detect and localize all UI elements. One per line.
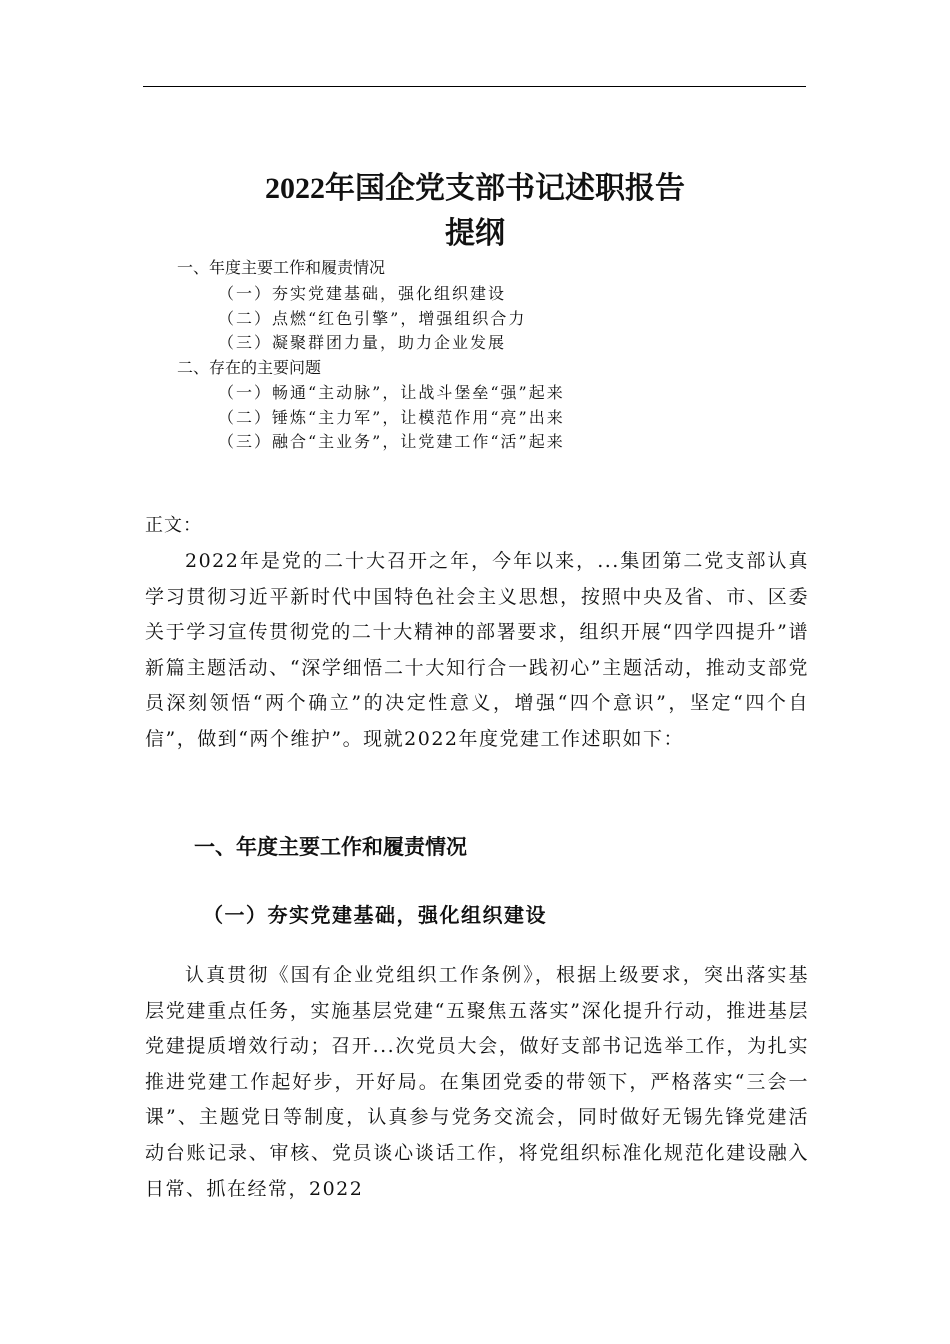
subsection-heading: （一）夯实党建基础，强化组织建设 (203, 903, 547, 927)
header-rule (143, 86, 806, 87)
outline-subitem: （二）点燃“红色引擎”，增强组织合力 (218, 309, 527, 328)
outline-subitem: （三）凝聚群团力量，助力企业发展 (218, 333, 507, 352)
body-label: 正文： (145, 515, 202, 536)
outline-heading: 一、年度主要工作和履责情况 (177, 258, 386, 277)
document-subtitle: 提纲 (445, 217, 505, 250)
section-heading: 一、年度主要工作和履责情况 (194, 835, 467, 859)
outline-subitem: （一）夯实党建基础，强化组织建设 (218, 284, 507, 303)
outline-subitem: （一）畅通“主动脉”，让战斗堡垒“强”起来 (218, 383, 565, 402)
subsection-paragraph: 认真贯彻《国有企业党组织工作条例》，根据上级要求，突出落实基层党建重点任务，实施基层党建“五聚焦五落实”深化提升行动，推进基层党建提质增效行动；召开...次党员大会，做好支部书记选举工作，为扎实推进党建工作起好步，开好局。在集团党委的带领下，严格落实“三会一课”、主题党日等制度，认真参与党务交流会，同时做好无锡先锋党建活动台账记录、审核、党员谈心谈话工作，将党组织标准化规范化建设融入日常、抓在经常，2022 (145, 964, 809, 1200)
outline-subitem: （二）锤炼“主力军”，让模范作用“亮”出来 (218, 408, 565, 427)
outline-subitem: （三）融合“主业务”，让党建工作“活”起来 (218, 432, 565, 451)
document-title: 2022年国企党支部书记述职报告 (265, 172, 685, 205)
intro-paragraph: 2022年是党的二十大召开之年，今年以来，...集团第二党支部认真学习贯彻习近平新时代中国特色社会主义思想，按照中央及省、市、区委关于学习宣传贯彻党的二十大精神的部署要求，组织开展“四学四提升”谱新篇主题活动、“深学细悟二十大知行合一践初心”主题活动，推动支部党员深刻领悟“两个确立”的决定性意义，增强“四个意识”，坚定“四个自信”，做到“两个维护”。现就2022年度党建工作述职如下： (145, 550, 809, 750)
outline-heading: 二、存在的主要问题 (177, 358, 322, 377)
